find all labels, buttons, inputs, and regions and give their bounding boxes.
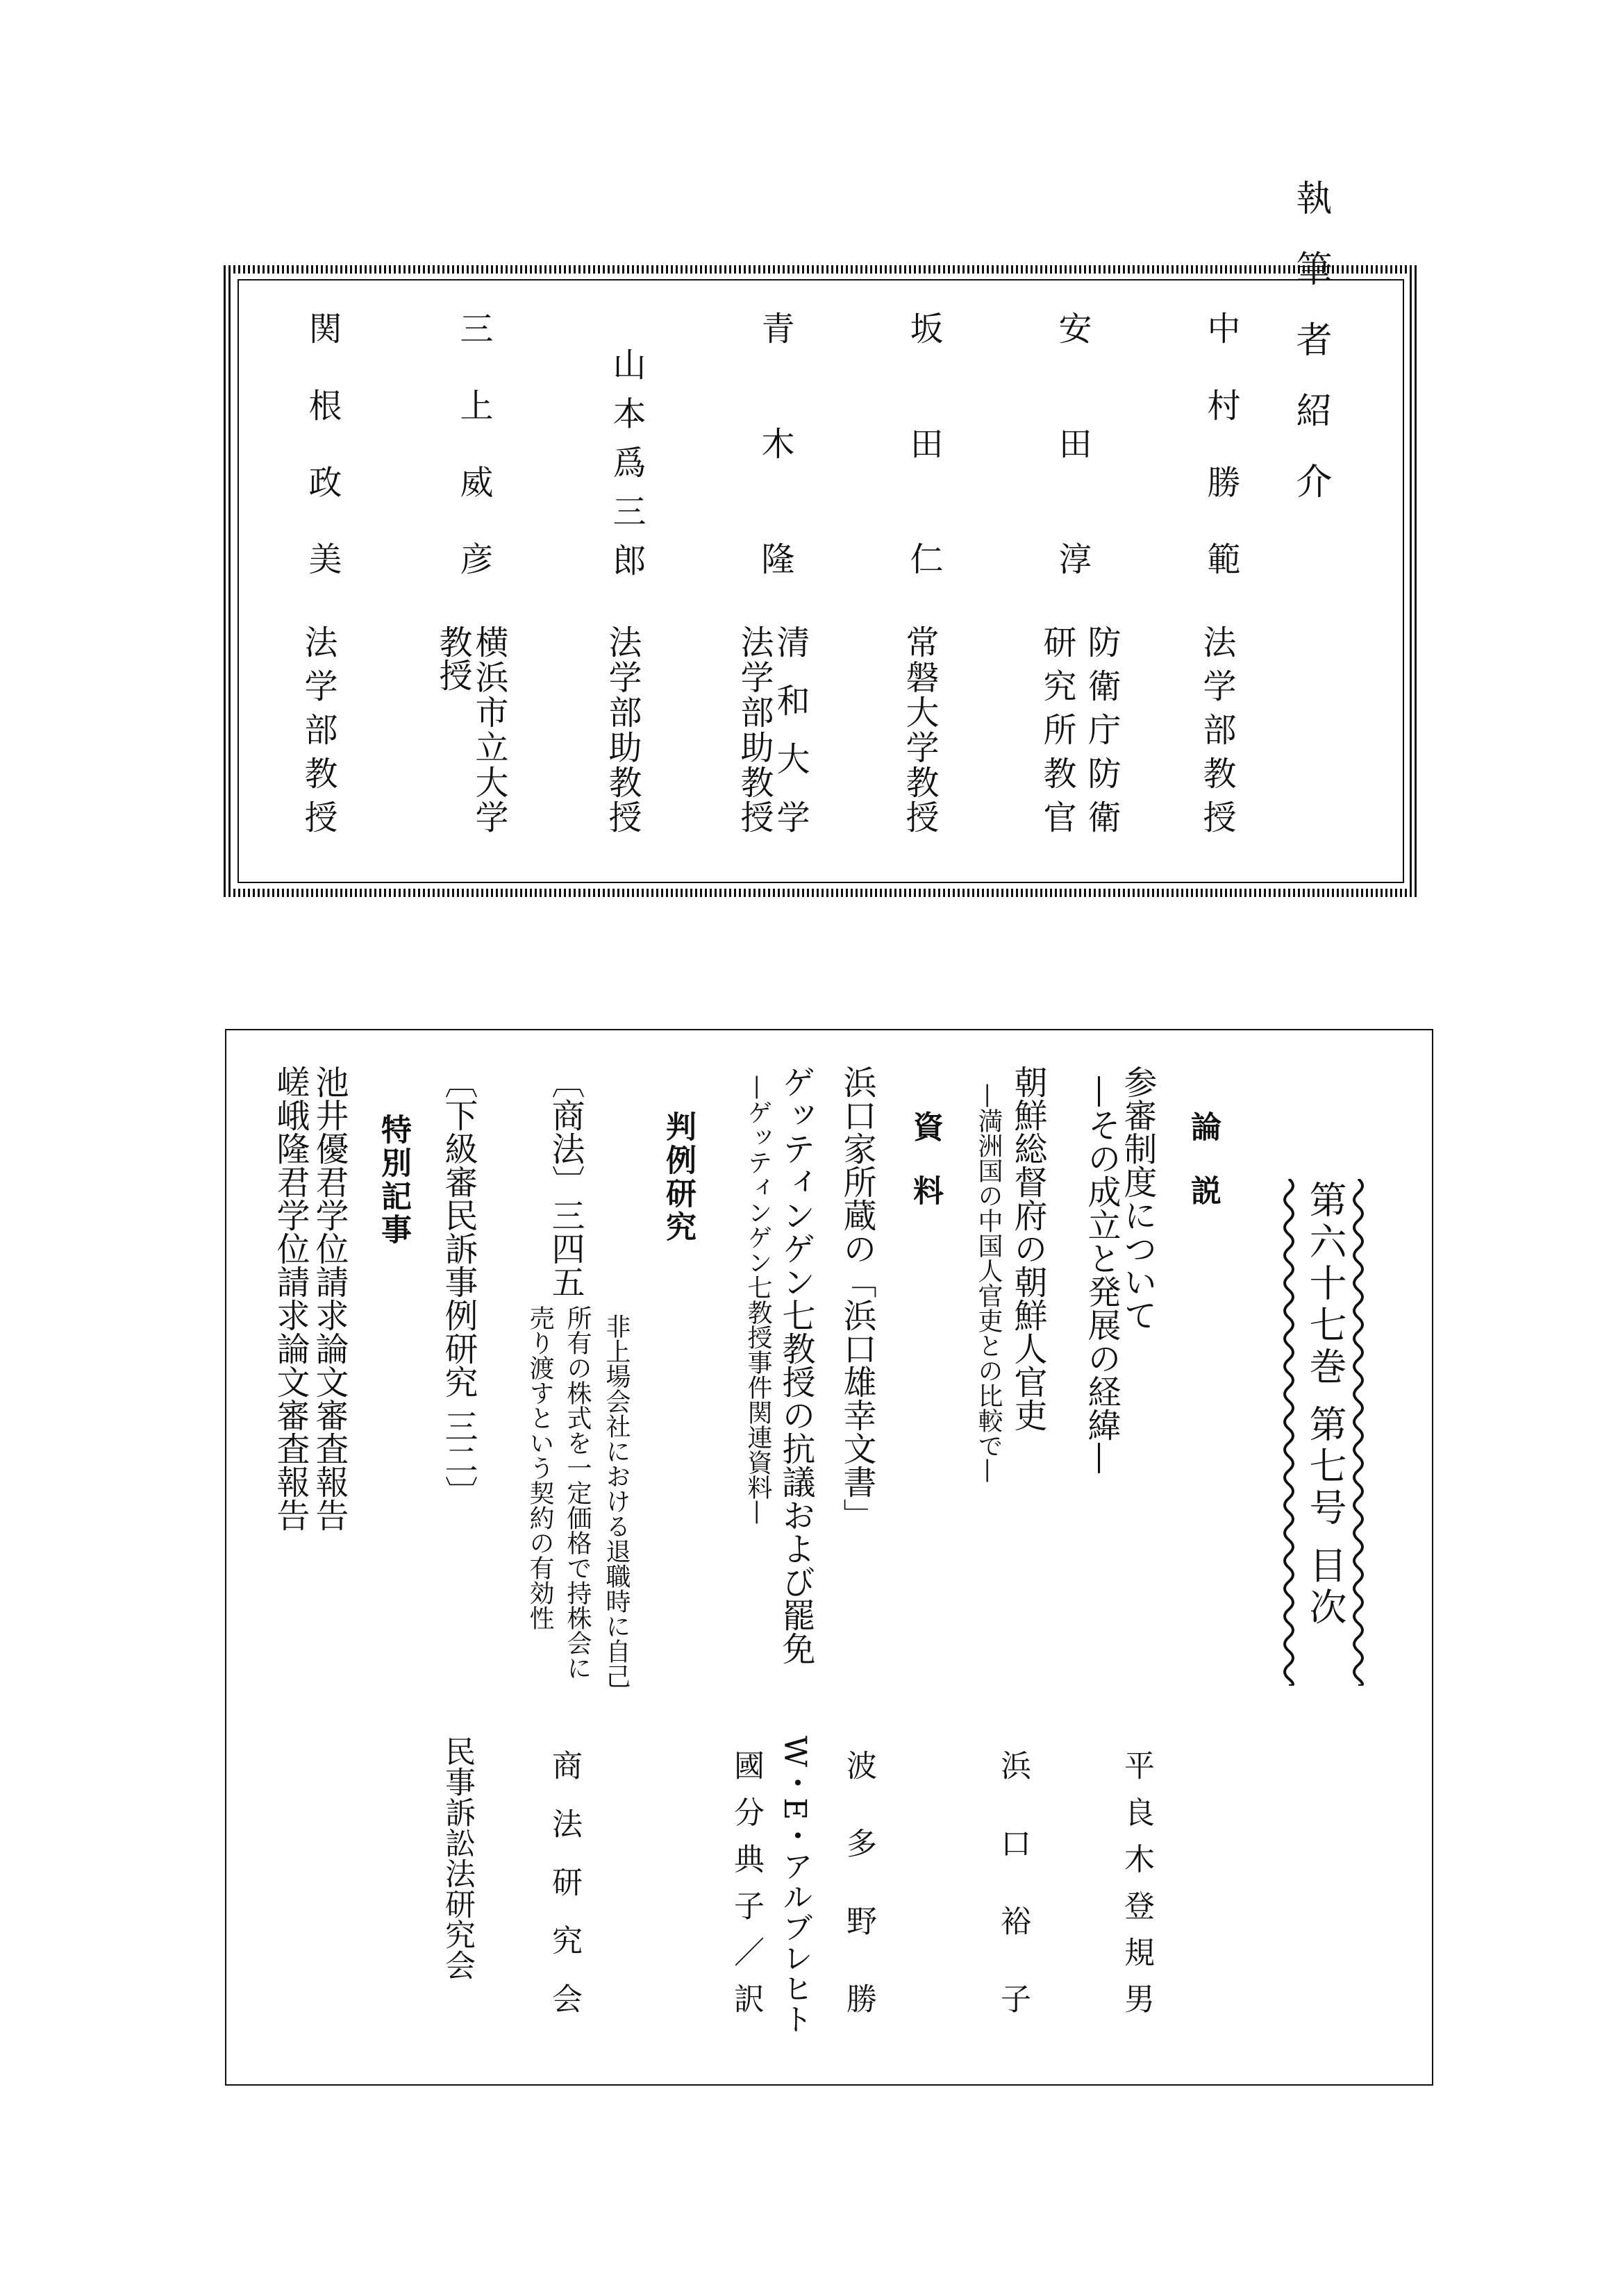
toc-entry-title-2: 朝鮮総督府の朝鮮人官吏 <box>1008 1065 1047 1432</box>
toc-entry-author-4: W・E・アルブレヒト <box>777 1736 812 2034</box>
toc-entry-author-6: 民事訴訟法研究会 <box>440 1736 475 1980</box>
toc-entry-author-3: 波多野勝 <box>841 1750 876 2013</box>
toc-entry-author-1: 平良木登規男 <box>1119 1750 1154 2013</box>
toc-entry-title-7: 池井優君学位請求論文審査報告 <box>310 1065 349 1532</box>
contributor-affiliation-7: 法学部教授 <box>299 625 337 833</box>
contributor-affiliation-6a: 横浜市立大学 <box>469 625 508 833</box>
toc-entry-author-2: 浜口裕子 <box>995 1750 1031 2013</box>
toc-entry-translator-4: 國分典子／訳 <box>728 1750 764 2013</box>
toc-entry-title-6: 〔下級審民訴事例研究 三二〕 <box>439 1065 478 1509</box>
contributor-name-7: 関根政美 <box>303 311 342 575</box>
contributor-name-3: 坂田仁 <box>904 311 943 575</box>
contributor-name-5: 山本爲三郎 <box>607 347 646 576</box>
contributor-name-4: 青木隆 <box>756 311 794 575</box>
section-heading-tokubetsu: 特別記事 <box>376 1114 411 1247</box>
wavy-border-right <box>1279 1179 1299 1686</box>
toc-entry-subtitle-2: —満洲国の中国人官吏との比較で— <box>974 1083 1003 1483</box>
section-heading-shiryo: 資料 <box>908 1111 943 1239</box>
section-heading-hanrei: 判例研究 <box>660 1111 696 1244</box>
toc-entry-title-1: 参審制度について <box>1118 1065 1157 1332</box>
toc-entry-subtitle-4: —ゲッティンゲン七教授事件関連資料— <box>744 1075 772 1525</box>
contributor-affiliation-2b: 研究所教官 <box>1037 625 1076 833</box>
toc-entry-subtitle-5a: 非上場会社における退職時に自己 <box>602 1314 631 1689</box>
contributors-title: 執筆者紹介 <box>1290 179 1331 533</box>
contributor-affiliation-5: 法学部助教授 <box>603 625 642 833</box>
toc-entry-title-5: 〔商法〕三四五 <box>546 1065 585 1298</box>
toc-entry-subtitle-5c: 売り渡すという契約の有効性 <box>526 1305 554 1630</box>
volume-title: 第六十七巻 第七号 目次 <box>1303 1180 1347 1629</box>
toc-entry-subtitle-5b: 所有の株式を一定価格で持株会に <box>563 1305 592 1680</box>
contributor-name-6: 三上威彦 <box>454 311 493 575</box>
contributor-affiliation-2a: 防衛庁防衛 <box>1082 625 1121 833</box>
toc-entry-title-4: ゲッティンゲン七教授の抗議および罷免 <box>776 1065 815 1665</box>
toc-entry-subtitle-1: —その成立と発展の経緯— <box>1082 1075 1121 1475</box>
contributor-affiliation-4a: 清和大学 <box>771 625 810 833</box>
contributor-affiliation-1: 法学部教授 <box>1197 625 1236 833</box>
contributor-affiliation-3: 常磐大学教授 <box>900 625 939 833</box>
toc-entry-title-3: 浜口家所蔵の「浜口雄幸文書」 <box>837 1065 876 1532</box>
contributor-affiliation-4b: 法学部助教授 <box>735 625 774 833</box>
contributor-name-1: 中村勝範 <box>1201 311 1240 575</box>
toc-entry-title-8: 嵯峨隆君学位請求論文審査報告 <box>271 1065 310 1532</box>
section-heading-ronsetsu: 論説 <box>1185 1111 1221 1239</box>
contributor-affiliation-6b: 教授 <box>433 625 472 692</box>
toc-entry-author-5: 商法研究会 <box>547 1750 582 2013</box>
contributor-name-2: 安田淳 <box>1053 311 1092 575</box>
